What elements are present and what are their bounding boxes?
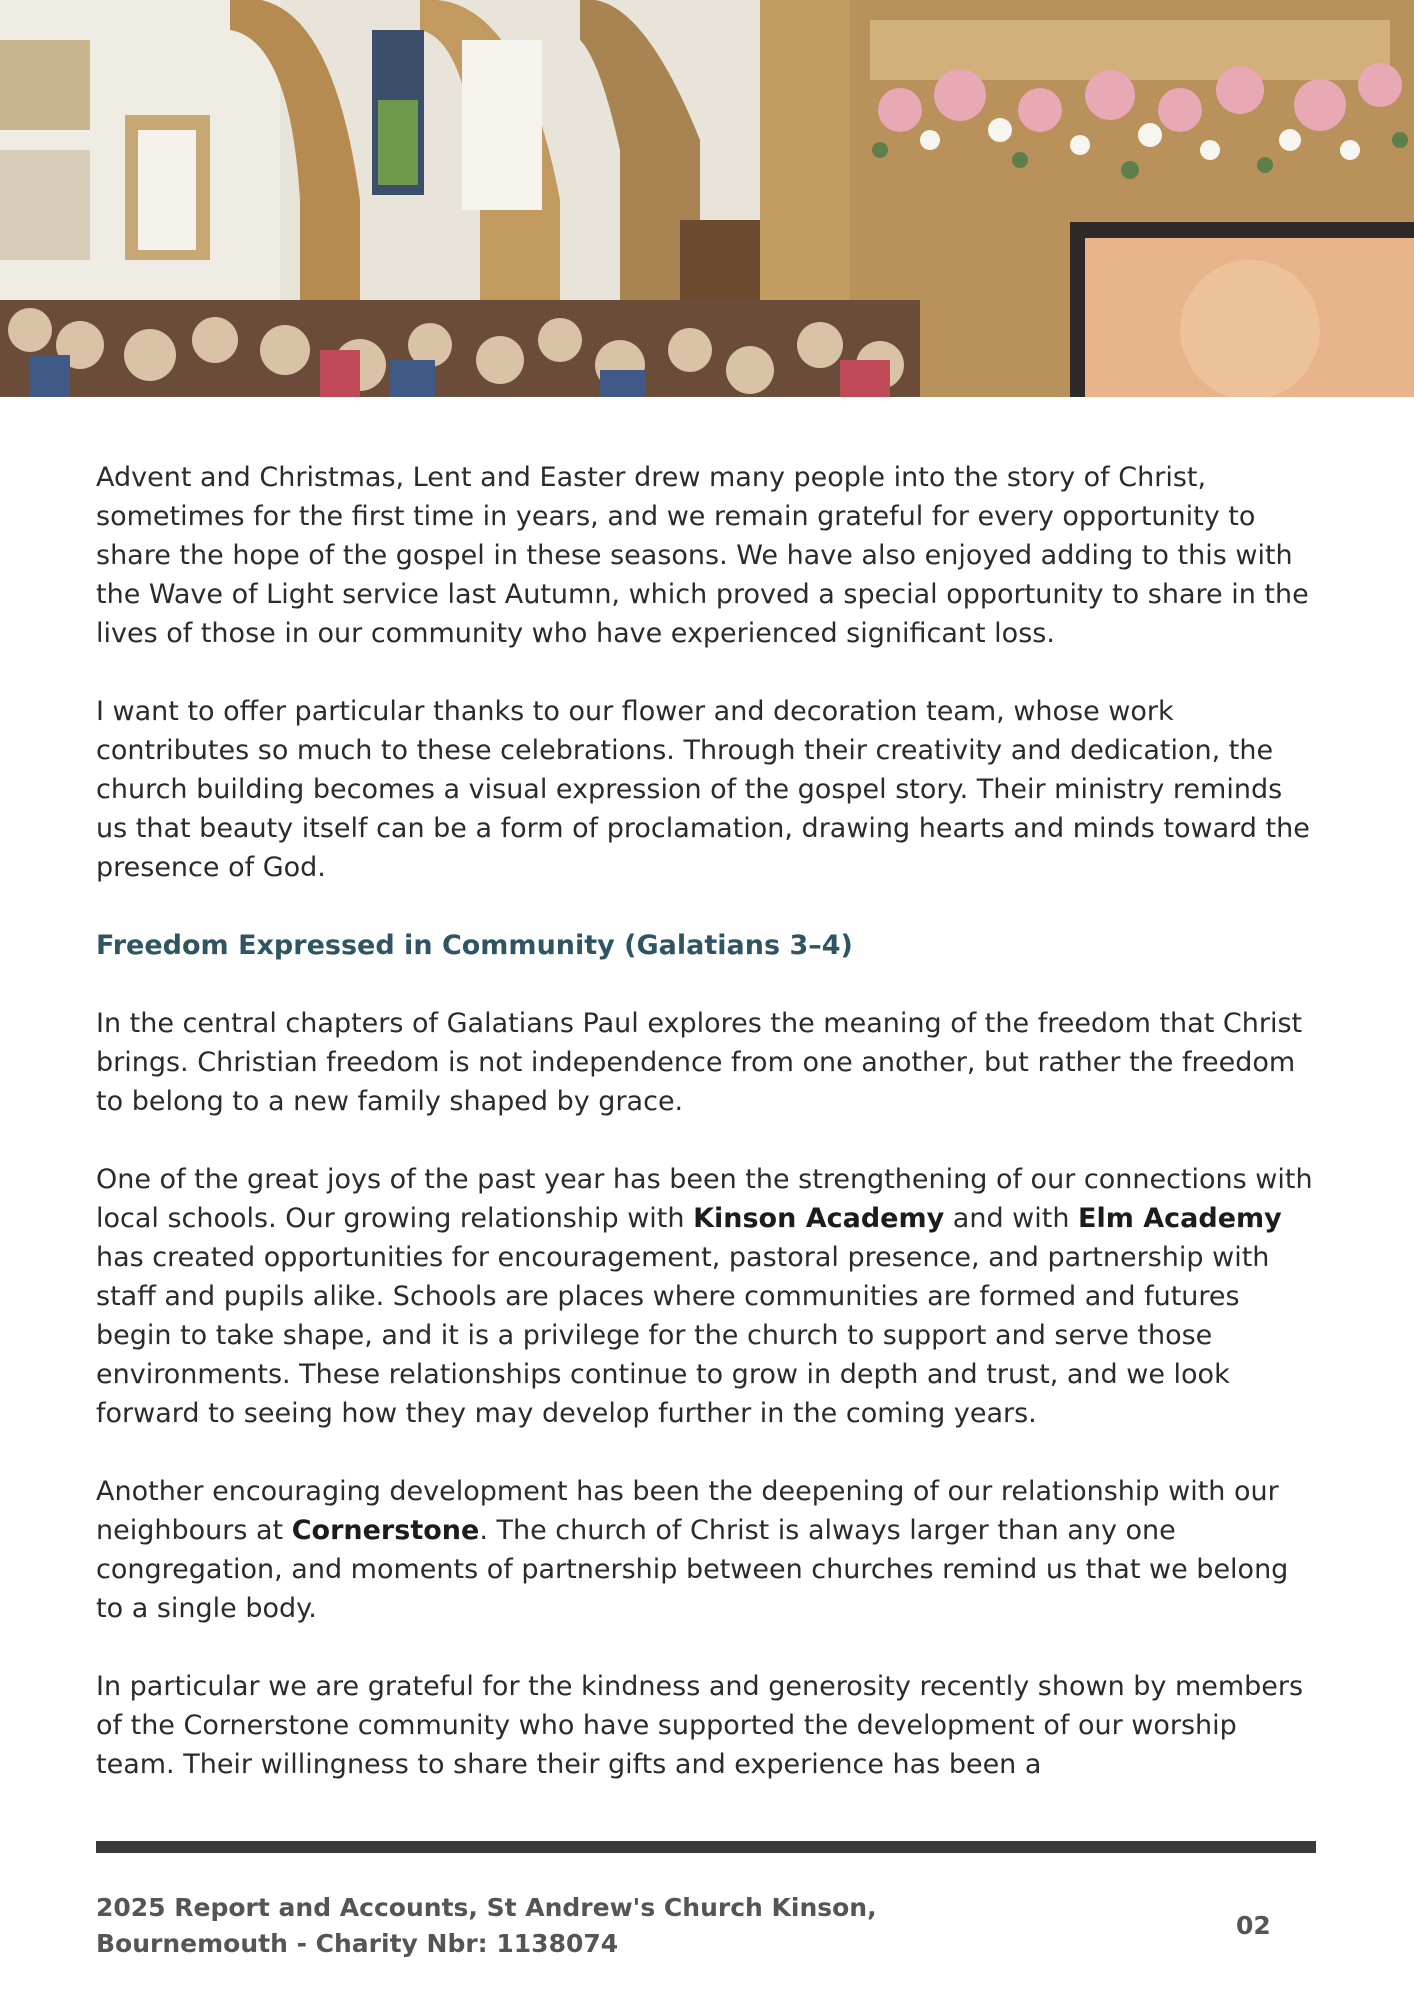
paragraph: I want to offer particular thanks to our flower and decoration team, whose work contributes so much to these celebrations. Through their creativity and dedication, the church building becomes a visual expression of the gospel story. Their ministry reminds us that beauty itself can be a form of proclamation, drawing hearts and minds toward the presence of God.: [96, 696, 1310, 883]
section-heading: Freedom Expressed in Community (Galatians 3–4): [96, 930, 853, 961]
body-text: [96, 458, 1318, 1823]
emphasis-elm-academy: Elm Academy: [1078, 1203, 1282, 1234]
footer-caption: [96, 1890, 996, 1962]
hero-photo: [0, 0, 1414, 397]
paragraph: [96, 1160, 1318, 1433]
footer-line-1: 2025 Report and Accounts, St Andrew's Church Kinson,: [96, 1893, 877, 1922]
paragraph: In the central chapters of Galatians Paul explores the meaning of the freedom that Christ brings. Christian freedom is not independence from one another, but rather the freedom to belong to a new family shaped by grace.: [96, 1008, 1303, 1117]
footer-divider: [96, 1841, 1316, 1853]
paragraph-text: and with: [944, 1203, 1079, 1234]
emphasis-cornerstone: Cornerstone: [291, 1515, 480, 1546]
paragraph-text: . The church of Christ is always larger than any one congregation, and moments of partnership between churches remind us that we belong to a single body.: [96, 1515, 1289, 1624]
footer-line-2: Bournemouth - Charity Nbr: 1138074: [96, 1929, 619, 1958]
paragraph: In particular we are grateful for the kindness and generosity recently shown by members of the Cornerstone community who have supported the development of our worship team. Their willingness to share their gifts and experience has been a: [96, 1671, 1304, 1780]
paragraph-text: Another encouraging development has been the deepening of our relationship with our neighbours at: [96, 1476, 1279, 1546]
paragraph-text: has created opportunities for encouragement, pastoral presence, and partnership with staff and pupils alike. Schools are places where communities are formed and futures begin to take shape, and it is a privilege for the church to support and serve those environments. These relationships continue to grow in depth and trust, and we look forward to seeing how they may develop further in the coming years.: [96, 1242, 1270, 1429]
paragraph: [96, 1472, 1318, 1628]
church-interior-illustration: [0, 0, 1414, 397]
paragraph-text: One of the great joys of the past year has been the strengthening of our connections with local schools. Our growing relationship with: [96, 1164, 1313, 1234]
paragraph: Advent and Christmas, Lent and Easter drew many people into the story of Christ, sometimes for the first time in years, and we remain grateful for every opportunity to share the hope of the gospel in these seasons. We have also enjoyed adding to this with the Wave of Light service last Autumn, which proved a special opportunity to share in the lives of those in our community who have experienced significant loss.: [96, 462, 1309, 649]
emphasis-kinson-academy: Kinson Academy: [693, 1203, 945, 1234]
page-number: 02: [1236, 1911, 1271, 1940]
